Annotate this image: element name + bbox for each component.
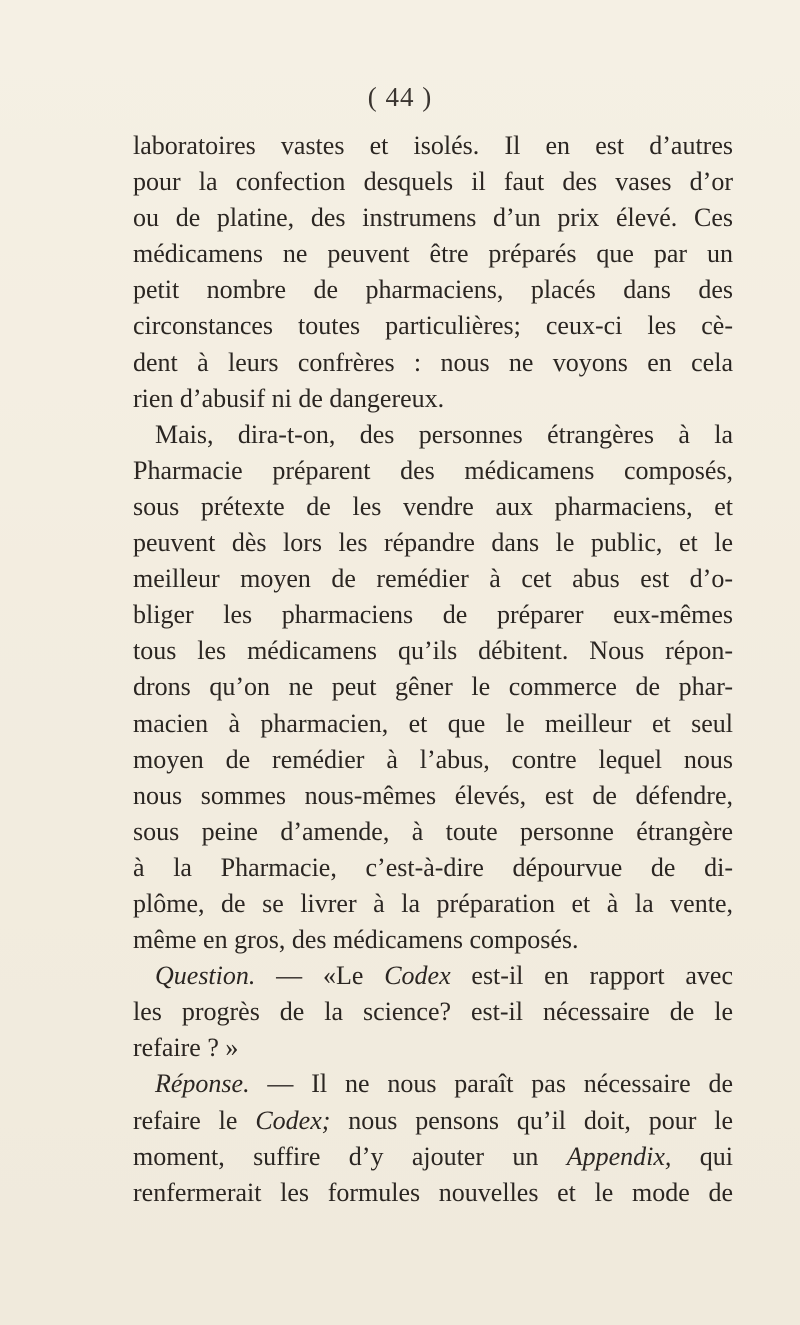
text-line: Pharmacie préparent des médicamens composés, <box>133 455 733 485</box>
text-line: circonstances toutes particulières; ceux-ci les cè- <box>133 311 733 341</box>
text-line: même en gros, des médicamens composés. <box>133 925 579 955</box>
text-span: — Il ne nous paraît pas nécessaire de <box>249 1069 733 1099</box>
text-line: plôme, de se livrer à la préparation et à la vente, <box>133 888 733 918</box>
text-line <box>133 1139 733 1175</box>
text-line: Mais, dira-t-on, des personnes étrangères à la <box>155 419 733 449</box>
text-line: meilleur moyen de remédier à cet abus est d’o- <box>133 564 733 594</box>
text-line: les progrès de la science? est-il nécessaire de le <box>133 997 733 1027</box>
text-line: refaire ? » <box>133 1033 239 1063</box>
text-line: ou de platine, des instrumens d’un prix élevé. Ces <box>133 203 733 233</box>
italic-text: Codex; <box>255 1105 331 1135</box>
text-line: sous peine d’amende, à toute personne étrangère <box>133 816 733 846</box>
text-line <box>133 1103 733 1139</box>
text-line <box>133 958 733 994</box>
text-line: petit nombre de pharmaciens, placés dans des <box>133 275 733 305</box>
text-line: rien d’abusif ni de dangereux. <box>133 383 445 413</box>
text-line: peuvent dès lors les répandre dans le public, et le <box>133 528 733 558</box>
text-span: est-il en rapport avec <box>450 961 733 991</box>
text-line: renfermerait les formules nouvelles et le mode de <box>133 1177 733 1207</box>
text-line: macien à pharmacien, et que le meilleur et seul <box>133 708 733 738</box>
italic-text: Réponse. <box>155 1069 250 1099</box>
body-text <box>133 128 733 1211</box>
text-span: — «Le <box>255 961 385 991</box>
text-span: nous pensons qu’il doit, pour le <box>330 1105 733 1135</box>
text-line: à la Pharmacie, c’est-à-dire dépourvue de di- <box>133 852 733 882</box>
text-line: bliger les pharmaciens de préparer eux-mêmes <box>133 600 733 630</box>
text-line: laboratoires vastes et isolés. Il en est d’autres <box>133 131 733 160</box>
text-line: dent à leurs confrères : nous ne voyons en cela <box>133 347 733 377</box>
text-line: sous prétexte de les vendre aux pharmaciens, et <box>133 491 733 521</box>
text-line: drons qu’on ne peut gêner le commerce de phar- <box>133 672 733 702</box>
text-line: pour la confection desquels il faut des vases d’or <box>133 167 733 197</box>
italic-text: Question. <box>155 961 256 991</box>
page-number: ( 44 ) <box>367 82 433 112</box>
text-line: nous sommes nous-mêmes élevés, est de défendre, <box>133 780 733 810</box>
text-line <box>133 1066 733 1102</box>
italic-text: Codex <box>384 961 451 991</box>
text-line: tous les médicamens qu’ils débitent. Nous répon- <box>133 636 733 666</box>
italic-text: Appendix, <box>566 1141 672 1171</box>
text-line: moyen de remédier à l’abus, contre lequel nous <box>133 744 733 774</box>
text-line: médicamens ne peuvent être préparés que par un <box>133 239 733 269</box>
text-span: moment, suffire d’y ajouter un <box>133 1141 567 1171</box>
text-span: refaire le <box>133 1105 256 1135</box>
text-span: qui <box>671 1141 733 1171</box>
